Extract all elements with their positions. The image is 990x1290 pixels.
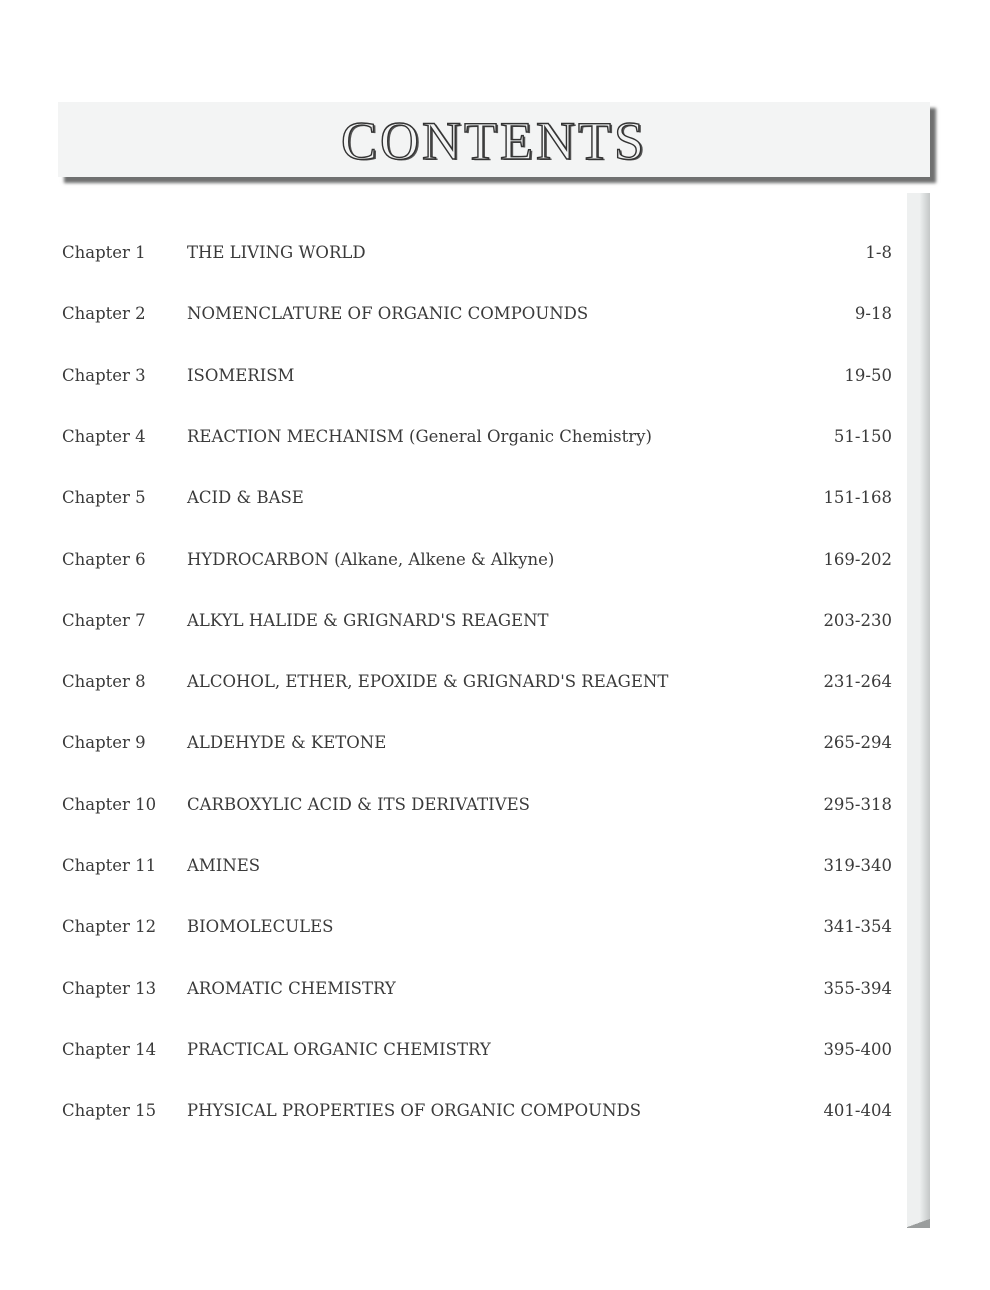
page-range: 295-318	[823, 794, 892, 814]
toc-row	[62, 977, 892, 1001]
chapter-label: Chapter 8	[62, 672, 146, 692]
page-range: 1-8	[865, 243, 892, 262]
chapter-label: Chapter 1	[62, 243, 146, 262]
chapter-title: CARBOXYLIC ACID & ITS DERIVATIVES	[187, 794, 530, 814]
page-range: 341-354	[823, 917, 892, 937]
page-range: 9-18	[854, 304, 892, 324]
page-range: 319-340	[823, 856, 892, 875]
toc-row	[62, 425, 892, 449]
chapter-title: ALKYL HALIDE & GRIGNARD'S REAGENT	[187, 610, 549, 630]
chapter-title: PHYSICAL PROPERTIES OF ORGANIC COMPOUNDS	[187, 1101, 642, 1121]
page-range: 151-168	[823, 488, 892, 508]
chapter-label: Chapter 2	[62, 304, 146, 324]
toc-row	[62, 486, 892, 510]
chapter-label: Chapter 4	[62, 426, 146, 446]
chapter-label: Chapter 3	[62, 365, 146, 385]
toc-row	[62, 915, 892, 939]
chapter-title: AMINES	[187, 856, 261, 875]
chapter-title: HYDROCARBON (Alkane, Alkene & Alkyne)	[187, 549, 555, 569]
toc-row	[62, 793, 892, 817]
toc-row	[62, 1099, 892, 1123]
toc-row	[62, 302, 892, 326]
page-range: 169-202	[823, 549, 892, 569]
toc-row	[62, 670, 892, 694]
toc-row	[62, 548, 892, 572]
toc-row	[62, 609, 892, 633]
page-range: 19-50	[844, 365, 892, 385]
toc-row	[62, 1038, 892, 1062]
page-range: 203-230	[823, 610, 892, 630]
chapter-label: Chapter 12	[62, 917, 157, 937]
contents-header-box	[58, 102, 930, 177]
chapter-title: AROMATIC CHEMISTRY	[187, 978, 396, 998]
decorative-side-bar	[907, 193, 930, 1228]
chapter-label: Chapter 15	[62, 1101, 157, 1121]
page-range: 265-294	[823, 733, 892, 753]
toc-row	[62, 364, 892, 388]
chapter-label: Chapter 10	[62, 794, 157, 814]
chapter-label: Chapter 13	[62, 978, 157, 998]
chapter-label: Chapter 5	[62, 488, 146, 508]
chapter-title: NOMENCLATURE OF ORGANIC COMPOUNDS	[187, 304, 589, 324]
toc-row	[62, 241, 892, 265]
chapter-label: Chapter 7	[62, 610, 146, 630]
toc-row	[62, 854, 892, 878]
chapter-title: ALCOHOL, ETHER, EPOXIDE & GRIGNARD'S REAGENT	[187, 672, 669, 692]
page-range: 395-400	[823, 1039, 892, 1059]
chapter-label: Chapter 11	[62, 856, 157, 875]
chapter-title: ACID & BASE	[187, 488, 304, 508]
chapter-title: THE LIVING WORLD	[187, 243, 366, 262]
page-title: CONTENTS	[341, 111, 647, 171]
chapter-title: ISOMERISM	[187, 365, 295, 385]
chapter-label: Chapter 9	[62, 733, 146, 753]
page-range: 231-264	[823, 672, 892, 692]
page-range: 51-150	[833, 426, 892, 446]
toc-row	[62, 731, 892, 755]
chapter-title: BIOMOLECULES	[187, 917, 334, 937]
chapter-label: Chapter 6	[62, 549, 146, 569]
chapter-title: ALDEHYDE & KETONE	[187, 733, 387, 753]
chapter-title: PRACTICAL ORGANIC CHEMISTRY	[187, 1039, 491, 1059]
page-range: 355-394	[823, 978, 892, 998]
chapter-label: Chapter 14	[62, 1039, 157, 1059]
chapter-title: REACTION MECHANISM (General Organic Chemistry)	[187, 426, 652, 446]
page-range: 401-404	[823, 1101, 892, 1121]
